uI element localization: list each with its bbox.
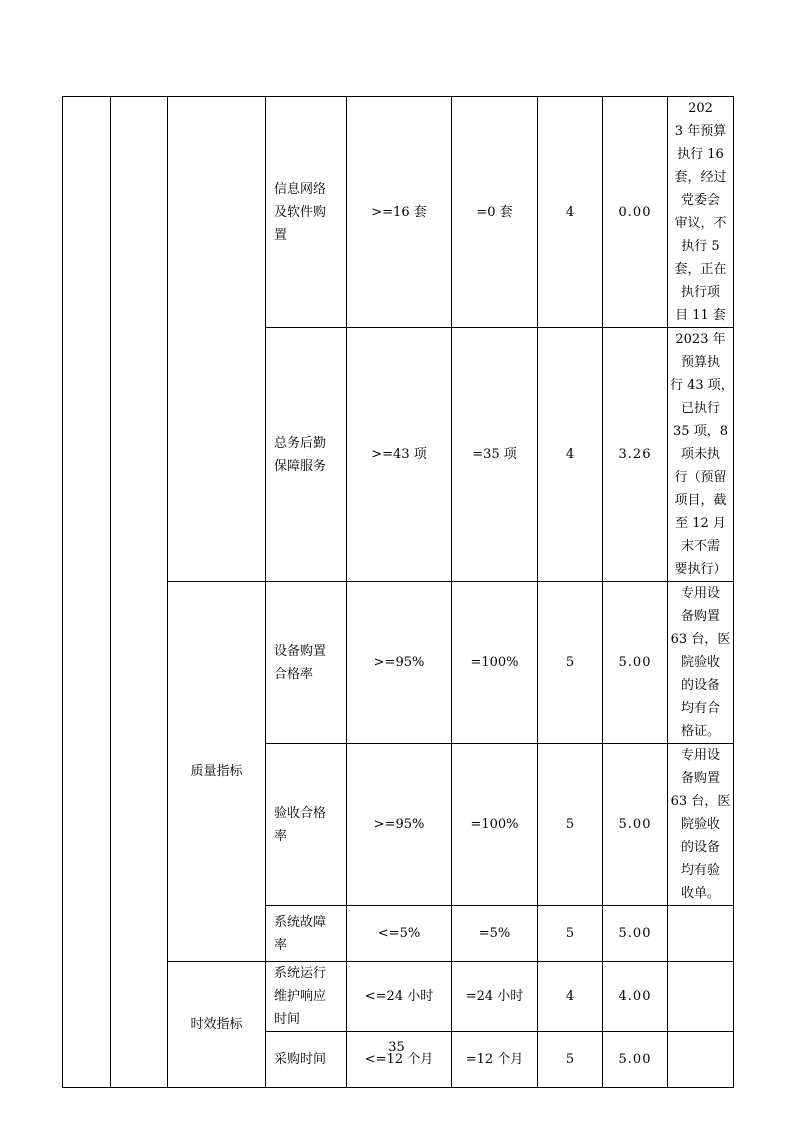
indicator-name-line: 及软件购 — [274, 204, 327, 220]
note-cell — [668, 97, 734, 328]
note-line: 35 项，8 — [673, 424, 728, 439]
note-line: 2023 年 — [675, 332, 726, 347]
actual-value-cell: =0 套 — [452, 97, 538, 328]
note-line: 审议，不 — [674, 216, 727, 231]
score-cell: 4.00 — [603, 962, 668, 1032]
first-level-indicator-cell — [63, 97, 111, 1088]
note-line: 备购置 — [680, 609, 720, 624]
indicator-name-line: 采购时间 — [274, 1052, 327, 1067]
target-value-cell: >=16 套 — [347, 97, 452, 328]
page-number: 35 — [388, 1040, 405, 1055]
weight-cell: 5 — [538, 744, 603, 906]
actual-value-cell: =5% — [452, 906, 538, 962]
note-line: 执行 5 — [681, 239, 720, 254]
note-line: 套，经过 — [674, 170, 727, 185]
note-line: 行 43 项， — [670, 378, 734, 393]
second-level-indicator-cell — [111, 97, 168, 1088]
weight-cell: 5 — [538, 906, 603, 962]
weight-cell: 5 — [538, 1032, 603, 1088]
note-line: 执行 16 — [677, 147, 724, 162]
indicator-name-cell — [266, 582, 347, 744]
weight-cell: 4 — [538, 962, 603, 1032]
note-line: 已执行 — [680, 401, 720, 416]
indicator-name-line: 信息网络 — [274, 181, 327, 197]
indicator-name-line: 验收合格 — [274, 805, 327, 821]
note-line: 套，正在 — [674, 262, 727, 277]
actual-value-cell: =100% — [452, 744, 538, 906]
note-line: 专用设 — [680, 586, 720, 601]
note-line: 63 台，医 — [670, 794, 731, 809]
target-value-cell: <=24 小时 — [347, 962, 452, 1032]
indicator-name-cell — [266, 962, 347, 1032]
category-cell-quantity — [168, 97, 266, 582]
weight-cell: 4 — [538, 328, 603, 582]
actual-value-cell: =24 小时 — [452, 962, 538, 1032]
target-value-cell: >=95% — [347, 744, 452, 906]
indicator-name-cell — [266, 906, 347, 962]
score-cell: 5.00 — [603, 582, 668, 744]
note-line: 至 12 月 — [675, 516, 726, 531]
indicator-name-cell — [266, 97, 347, 328]
note-line: 的设备 — [680, 678, 720, 693]
note-line: 执行项 — [680, 285, 720, 300]
indicator-name-cell — [266, 744, 347, 906]
score-cell: 5.00 — [603, 1032, 668, 1088]
indicator-name-line: 总务后勤 — [274, 435, 327, 451]
category-cell-quality: 质量指标 — [168, 582, 266, 962]
target-value-cell: <=5% — [347, 906, 452, 962]
indicator-name-line: 率 — [274, 828, 288, 844]
score-cell: 0.00 — [603, 97, 668, 328]
note-line: 预算执 — [680, 355, 720, 370]
note-cell — [668, 328, 734, 582]
note-cell — [668, 906, 734, 962]
note-line: 党委会 — [680, 193, 720, 208]
indicator-name-line: 置 — [274, 227, 288, 243]
score-cell: 5.00 — [603, 744, 668, 906]
note-line: 项未执 — [680, 447, 720, 462]
indicator-name-line: 保障服务 — [274, 458, 327, 474]
indicator-name-line: 维护响应 — [274, 989, 327, 1004]
table-row — [63, 97, 734, 328]
note-line: 末不需 — [680, 539, 720, 554]
indicator-name-line: 设备购置 — [274, 643, 327, 659]
target-value-cell: >=43 项 — [347, 328, 452, 582]
note-line: 目 11 套 — [675, 308, 726, 323]
note-line: 院验收 — [680, 817, 720, 832]
actual-value-cell: =35 项 — [452, 328, 538, 582]
indicator-name-line: 合格率 — [274, 666, 314, 682]
note-line: 格证。 — [680, 724, 720, 739]
note-cell — [668, 744, 734, 906]
category-cell-timeliness: 时效指标 — [168, 962, 266, 1088]
note-line: 3 年预算 — [674, 124, 727, 139]
indicator-name-line: 系统故障 — [274, 914, 327, 930]
weight-cell: 4 — [538, 97, 603, 328]
target-value-cell: >=95% — [347, 582, 452, 744]
indicator-name-cell — [266, 328, 347, 582]
indicator-name-line: 系统运行 — [274, 966, 327, 981]
note-line: 备购置 — [680, 771, 720, 786]
score-cell: 5.00 — [603, 906, 668, 962]
note-line: 的设备 — [680, 840, 720, 855]
note-cell — [668, 582, 734, 744]
note-line: 63 台，医 — [670, 632, 731, 647]
actual-value-cell: =12 个月 — [452, 1032, 538, 1088]
note-line: 均有合 — [680, 701, 720, 716]
actual-value-cell: =100% — [452, 582, 538, 744]
note-line: 院验收 — [680, 655, 720, 670]
performance-indicator-table — [62, 96, 734, 1088]
indicator-name-line: 率 — [274, 937, 288, 953]
indicator-name-line: 时间 — [274, 1012, 301, 1027]
weight-cell: 5 — [538, 582, 603, 744]
note-cell — [668, 962, 734, 1032]
note-line: 均有验 — [680, 863, 720, 878]
note-line: 要执行） — [674, 562, 727, 577]
note-line: 专用设 — [680, 748, 720, 763]
note-line: 202 — [688, 101, 713, 116]
score-cell: 3.26 — [603, 328, 668, 582]
note-line: 项目，截 — [674, 493, 727, 508]
note-line: 收单。 — [680, 886, 720, 901]
note-line: 行（预留 — [674, 470, 727, 485]
target-value-cell: <=12 个月 — [347, 1032, 452, 1088]
